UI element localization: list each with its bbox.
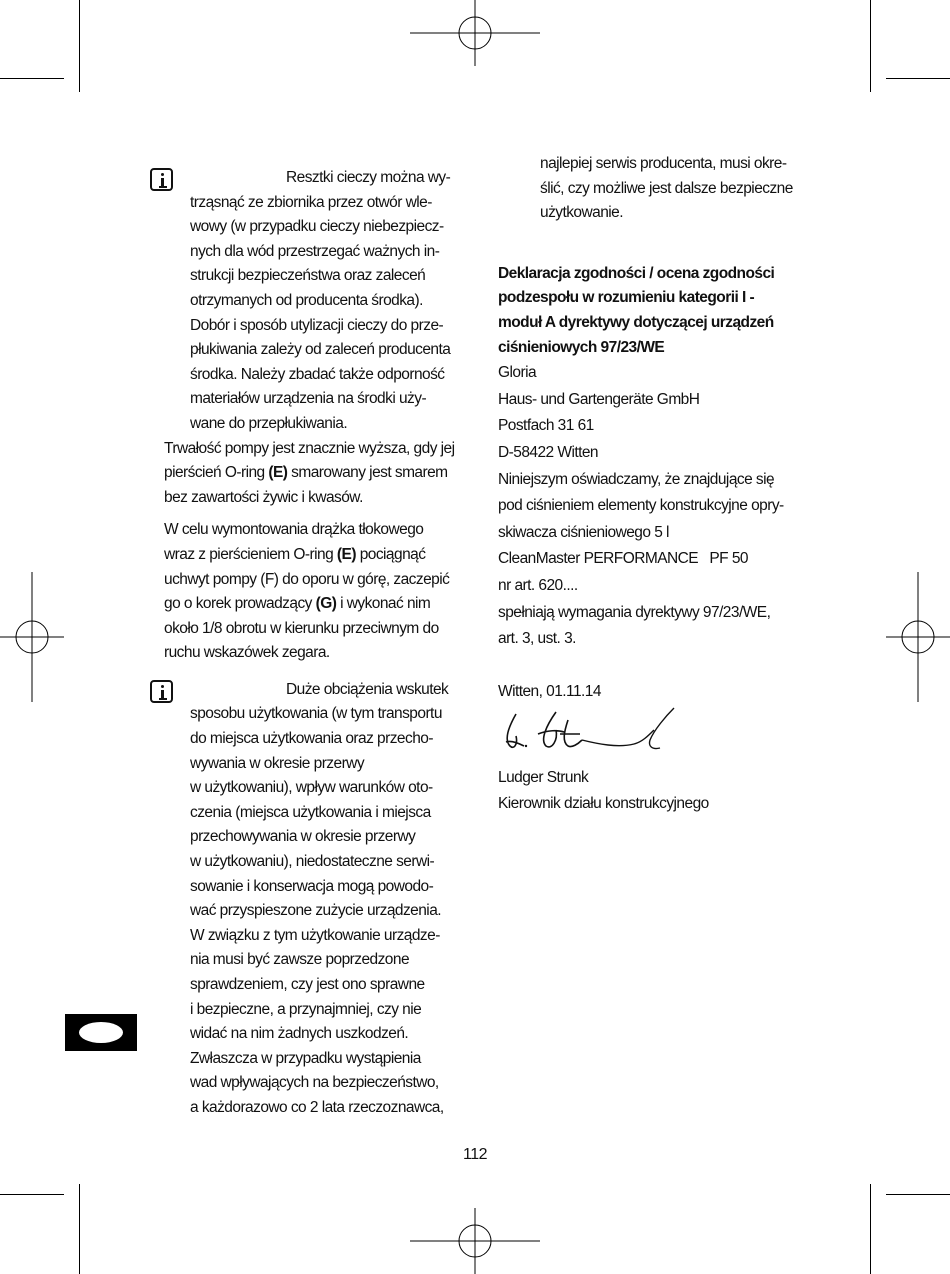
text-run: wraz z pierścieniem O-ring	[164, 545, 337, 563]
address-line: Haus- und Gartengeräte GmbH	[498, 390, 700, 408]
registration-mark-right	[886, 572, 950, 702]
note-line: sprawdzeniem, czy jest ono sprawne	[190, 976, 425, 993]
note-line: i bezpieczne, a przynajmniej, czy nie	[190, 1000, 422, 1018]
text-run: go o korek prowadzący	[164, 595, 316, 613]
paragraph-piston-removal	[150, 518, 462, 666]
note-line: do miejsca użytkowania oraz przecho-	[190, 730, 433, 748]
declaration-line: skiwacza ciśnieniowego 5 l	[498, 523, 669, 541]
language-tab-marker	[65, 1014, 137, 1051]
heading-line: Deklaracja zgodności / ocena zgodności	[498, 264, 775, 282]
text-line: Trwałość pompy jest znacznie wyższa, gdy jej	[164, 439, 455, 457]
text-line: uchwyt pompy (F) do oporu w górę, zaczepić	[164, 570, 450, 588]
note-line: przechowywania w okresie przerwy	[190, 828, 416, 846]
note-line: sposobu użytkowania (w tym transportu	[190, 705, 442, 723]
text-run: pociągnąć	[355, 545, 426, 563]
note-line: w użytkowaniu), niedostateczne serwi-	[190, 853, 435, 871]
note-line: wowy (w przypadku cieczy niebezpiecz-	[190, 218, 444, 236]
text-line: ruchu wskazówek zegara.	[164, 644, 330, 662]
text-run: pierścień O-ring	[164, 464, 269, 482]
note-line: czenia (miejsca użytkowania i miejsca	[190, 803, 431, 821]
crop-mark	[886, 78, 950, 79]
note-line: widać na nim żadnych uszkodzeń.	[190, 1025, 409, 1043]
note-line: wywania w okresie przerwy	[190, 754, 365, 772]
note-line: wać przyspieszone zużycie urządzenia.	[190, 902, 442, 920]
part-ref-e: (E)	[268, 464, 288, 482]
registration-mark-bottom	[410, 1208, 540, 1274]
note-line: sowanie i konserwacja mogą powodo-	[190, 877, 434, 895]
declaration-line: CleanMaster PERFORMANCE PF 50	[498, 550, 748, 568]
crop-mark	[79, 0, 80, 92]
note-line: nia musi być zawsze poprzedzone	[190, 951, 410, 969]
note-continuation	[498, 152, 818, 226]
crop-mark	[0, 78, 64, 79]
address-line: D-58422 Witten	[498, 443, 598, 461]
text-run: smarowany jest smarem	[287, 464, 448, 482]
text-run: i wykonać nim	[336, 595, 431, 613]
note-line: W związku z tym użytkowanie urządze-	[190, 926, 440, 944]
note-line: Duże obciążenia wskutek	[286, 680, 449, 698]
note-line: materiałów urządzenia na środki uży-	[190, 390, 427, 408]
text-line: około 1/8 obrotu w kierunku przeciwnym do	[164, 619, 439, 637]
text-line	[164, 543, 462, 568]
manufacturer-address	[498, 360, 818, 653]
declaration-heading	[498, 262, 818, 360]
signer-name: Ludger Strunk	[498, 769, 589, 786]
declaration-line: Niniejszym oświadczamy, że znajdujące się	[498, 470, 775, 488]
heading-line: podzespołu w rozumieniu kategorii I -	[498, 289, 755, 307]
right-column	[498, 152, 818, 653]
text-line: ślić, czy możliwe jest dalsze bezpieczne	[540, 179, 793, 197]
left-column	[150, 166, 462, 1121]
note-line: Zwłaszcza w przypadku wystąpienia	[190, 1049, 421, 1067]
text-line: bez zawartości żywic i kwasów.	[164, 488, 363, 506]
place-date-text: Witten, 01.11.14	[498, 683, 601, 700]
note-line: otrzymanych od producenta środka).	[190, 291, 423, 309]
note-line: trząsnąć ze zbiornika przez otwór wle-	[190, 193, 432, 211]
crop-mark	[870, 1184, 871, 1274]
info-note-rinsing	[150, 166, 462, 437]
declaration-line: art. 3, ust. 3.	[498, 630, 576, 648]
info-note-wear	[150, 678, 462, 1121]
part-ref-g: (G)	[315, 595, 337, 613]
declaration-line: nr art. 620....	[498, 576, 578, 594]
crop-mark	[870, 0, 871, 92]
declaration-line: pod ciśnieniem elementy konstrukcyjne opry-	[498, 497, 784, 515]
note-line: wad wpływających na bezpieczeństwo,	[190, 1074, 439, 1092]
note-line: Resztki cieczy można wy-	[286, 169, 451, 186]
heading-line: ciśnieniowych 97/23/WE	[498, 338, 665, 356]
text-line: użytkowanie.	[540, 204, 624, 222]
address-line: Postfach 31 61	[498, 417, 594, 435]
text-line: W celu wymontowania drążka tłokowego	[164, 521, 424, 539]
note-line: strukcji bezpieczeństwa oraz zaleceń	[190, 267, 426, 285]
note-line: wane do przepłukiwania.	[190, 414, 348, 432]
crop-mark	[886, 1194, 950, 1195]
registration-mark-top	[410, 0, 540, 66]
note-line: Dobór i sposób utylizacji cieczy do prze-	[190, 316, 444, 334]
note-line: płukiwania zależy od zaleceń producenta	[190, 341, 451, 359]
declaration-line: spełniają wymagania dyrektywy 97/23/WE,	[498, 603, 771, 621]
note-line: nych dla wód przestrzegać ważnych in-	[190, 242, 440, 260]
page-number: 112	[462, 1146, 487, 1163]
address-line: Gloria	[498, 364, 537, 382]
text-line	[164, 461, 462, 486]
info-icon	[150, 680, 173, 703]
signer-block	[498, 765, 818, 817]
signer-title: Kierownik działu konstrukcyjnego	[498, 795, 709, 812]
part-ref-e: (E)	[336, 545, 356, 563]
note-line: a każdorazowo co 2 lata rzeczoznawca,	[190, 1098, 444, 1116]
note-line: środka. Należy zbadać także odporność	[190, 365, 445, 383]
crop-mark	[79, 1184, 80, 1274]
text-line: najlepiej serwis producenta, musi okre-	[540, 155, 787, 172]
info-icon	[150, 168, 173, 191]
note-line: w użytkowaniu), wpływ warunków oto-	[190, 779, 433, 797]
signature-image	[498, 700, 688, 760]
heading-line: moduł A dyrektywy dotyczącej urządzeń	[498, 313, 774, 331]
paragraph-pump-durability	[150, 437, 462, 511]
registration-mark-left	[0, 572, 64, 702]
text-line	[164, 592, 462, 617]
crop-mark	[0, 1194, 64, 1195]
